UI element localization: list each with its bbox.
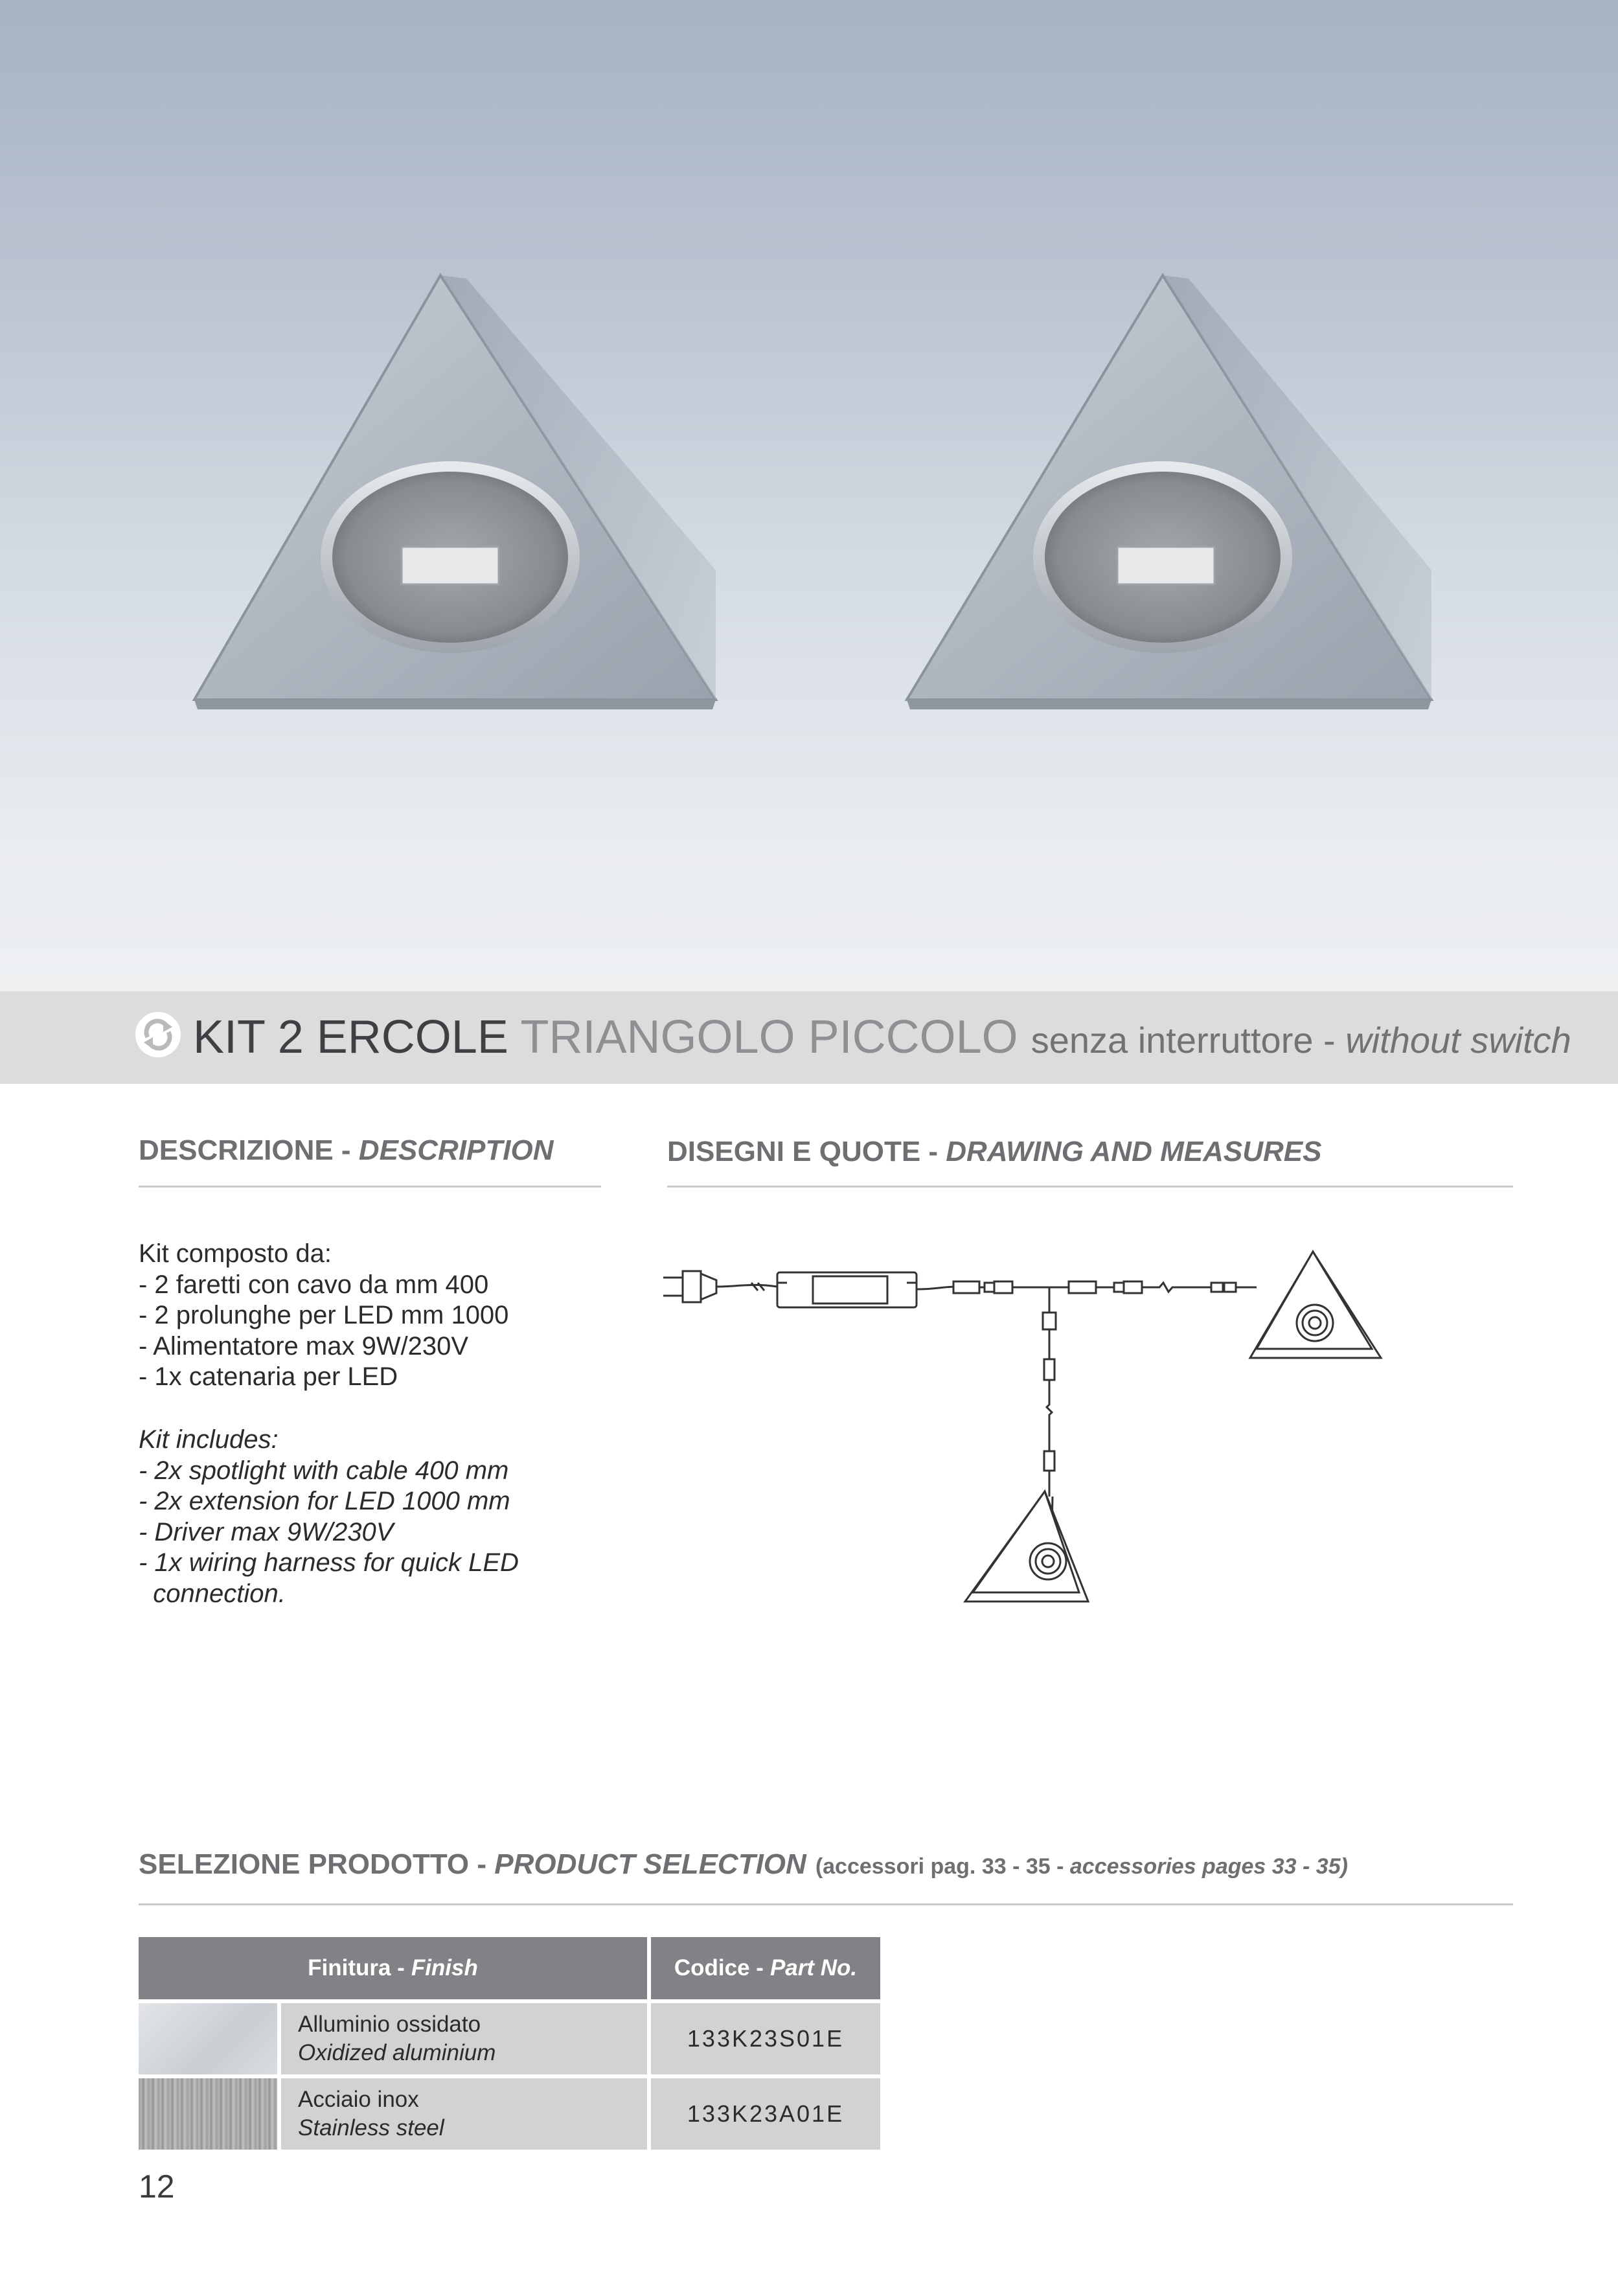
plug-icon [663,1271,716,1302]
triangle-light-right-drawing [1250,1252,1381,1358]
triangle-light-bottom-drawing [965,1491,1088,1601]
selection-note-en: accessories pages 33 - 35) [1069,1854,1348,1879]
driver-icon [777,1272,917,1307]
page-title [193,1008,1571,1070]
header-code-it: Codice - [674,1955,764,1980]
header-code-en: Part No. [769,1955,858,1980]
selection-accessories-note [815,1854,1348,1879]
part-number: 133K23A01E [651,2078,880,2150]
page-number: 12 [139,2168,175,2205]
product-photo-graphic [0,0,1618,991]
description-heading [139,1132,554,1169]
title-model: TRIANGOLO PICCOLO [520,1011,1018,1063]
header-finish-en: Finish [411,1955,478,1980]
table-header-code [651,1937,880,1999]
description-heading-it: DESCRIZIONE - [139,1134,359,1166]
finish-name-it: Acciaio inox [298,2087,419,2112]
finish-name-en: Oxidized aluminium [298,2040,496,2065]
description-text-en: Kit includes: - 2x spotlight with cable 400 mm - 2x extension for LED 1000 mm - Driver max 9W/230V - 1x wiring harness for quick LED connection. [139,1425,519,1608]
selection-heading-en: PRODUCT SELECTION [494,1848,806,1880]
table-row [281,2003,647,2074]
description-divider [139,1186,601,1188]
title-kit-name: KIT 2 ERCOLE [193,1011,508,1063]
part-number: 133K23S01E [651,2003,880,2074]
table-header-finish [139,1937,647,1999]
finish-swatch-aluminium [139,2003,277,2074]
selection-heading-main [139,1848,806,1880]
drawing-heading-en: DRAWING AND MEASURES [946,1136,1322,1167]
header-finish-it: Finitura - [308,1955,405,1980]
finish-name-en: Stainless steel [298,2115,444,2141]
finish-swatch-stainless [139,2078,277,2150]
selection-note-it: (accessori pag. 33 - 35 - [815,1854,1070,1879]
product-photo [0,0,1618,991]
triangle-light-right [907,275,1431,709]
finish-name-it: Alluminio ossidato [298,2012,481,2037]
circular-arrows-icon [135,1011,181,1058]
description-heading-en: DESCRIPTION [358,1134,554,1166]
wiring-diagram [654,1231,1399,1620]
title-variant-en: without switch [1345,1020,1571,1061]
table-row [281,2078,647,2150]
description-text-it: Kit composto da: - 2 faretti con cavo da mm 400 - 2 prolunghe per LED mm 1000 - Alimentatore max 9W/230V - 1x catenaria per LED [139,1239,509,1391]
selection-heading-it: SELEZIONE PRODOTTO - [139,1848,495,1880]
drawing-heading [667,1134,1321,1170]
triangle-light-left [194,275,716,709]
drawing-divider [667,1186,1513,1188]
selection-divider [139,1903,1513,1905]
drawing-heading-it: DISEGNI E QUOTE - [667,1136,946,1167]
selection-heading [139,1848,1348,1881]
title-variant-it: senza interruttore - [1031,1020,1346,1061]
